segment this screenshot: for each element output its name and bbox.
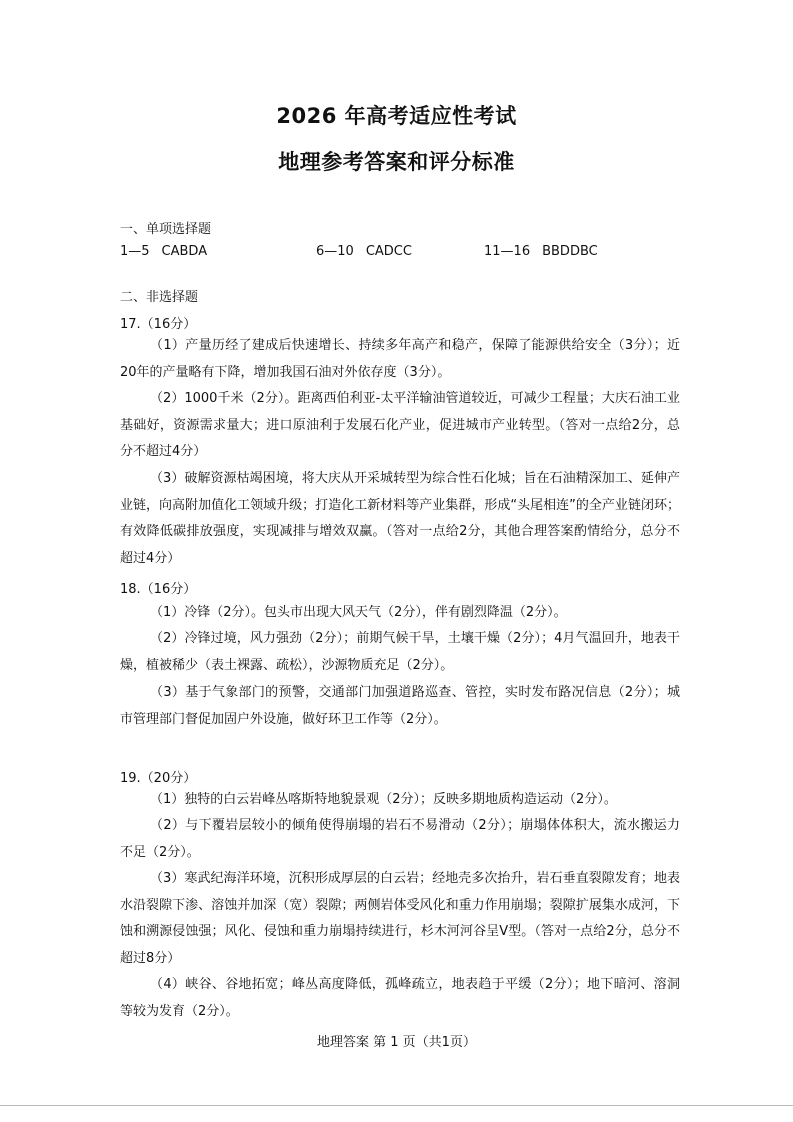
q17-answer-1: （1）产量历经了建成后快速增长、持续多年高产和稳产，保障了能源供给安全（3分）；近20年的产量略有下降，增加我国石油对外依存度（3分）。 (120, 338, 680, 380)
answer-letters: CADCC (365, 244, 412, 259)
section-heading-free-response: 二、非选择题 (120, 290, 199, 305)
question-17-heading: 17.（16分） (120, 317, 197, 332)
q17-answer-2: （2）1000千米（2分）。距离西伯利亚-太平洋输油管道较近，可减少工程量；大庆石油工业基础好，资源需求量大；进口原油利于发展石化产业，促进城市产业转型。（答对一点给2分，总分不超过4分） (120, 391, 680, 459)
question-range: 1—5 (120, 244, 150, 259)
answer-letters: BBDDBC (542, 244, 598, 259)
answer-letters: CABDA (161, 244, 208, 259)
page-footer: 地理答案 第 1 页（共1页） (317, 1035, 476, 1050)
answer-group (316, 244, 412, 259)
q18-answer-3: （3）基于气象部门的预警，交通部门加强道路巡查、管控，实时发布路况信息（2分）；城市管理部门督促加固户外设施，做好环卫工作等（2分）。 (120, 685, 680, 727)
answer-group (120, 244, 207, 259)
section-heading-multiple-choice: 一、单项选择题 (120, 222, 212, 237)
bottom-divider (0, 1105, 793, 1106)
q18-answer-1: （1）冷锋（2分）。包头市出现大风天气（2分），伴有剧烈降温（2分）。 (150, 605, 567, 620)
exam-title: 2026 年高考适应性考试 (276, 104, 517, 128)
question-18-heading: 18.（16分） (120, 582, 197, 597)
q19-answer-2: （2）与下覆岩层较小的倾角使得崩塌的岩石不易滑动（2分）；崩塌体体积大，流水搬运力不足（2分）。 (120, 818, 680, 860)
q19-answer-4: （4）峡谷、谷地拓宽；峰丛高度降低，孤峰疏立，地表趋于平缓（2分）；地下暗河、溶洞等较为发育（2分）。 (120, 977, 680, 1019)
answer-group (484, 244, 598, 259)
q17-answer-3: （3）破解资源枯竭困境，将大庆从开采城转型为综合性石化城；旨在石油精深加工、延伸产业链，向高附加值化工领域升级；打造化工新材料等产业集群，形成“头尾相连”的全产业链闭环；有效降低碳排放强度，实现减排与增效双赢。（答对一点给2分，其他合理答案酌情给分，总分不超过4分） (120, 471, 680, 566)
question-range: 6—10 (316, 244, 354, 259)
question-range: 11—16 (484, 244, 531, 259)
multiple-choice-answers (0, 244, 793, 264)
document-title: 地理参考答案和评分标准 (278, 150, 515, 174)
q18-answer-2: （2）冷锋过境，风力强劲（2分）；前期气候干旱，土壤干燥（2分）；4月气温回升，地表干燥，植被稀少（表土裸露、疏松），沙源物质充足（2分）。 (120, 631, 680, 673)
q19-answer-3: （3）寒武纪海洋环境，沉积形成厚层的白云岩；经地壳多次抬升，岩石垂直裂隙发育；地表水沿裂隙下渗、溶蚀并加深（宽）裂隙；两侧岩体受风化和重力作用崩塌；裂隙扩展集水成河，下蚀和溯源侵蚀强；风化、侵蚀和重力崩塌持续进行，杉木河河谷呈V型。（答对一点给2分，总分不超过8分） (120, 871, 680, 966)
q19-answer-1: （1）独特的白云岩峰丛喀斯特地貌景观（2分）；反映多期地质构造运动（2分）。 (150, 792, 617, 807)
question-19-heading: 19.（20分） (120, 771, 197, 786)
